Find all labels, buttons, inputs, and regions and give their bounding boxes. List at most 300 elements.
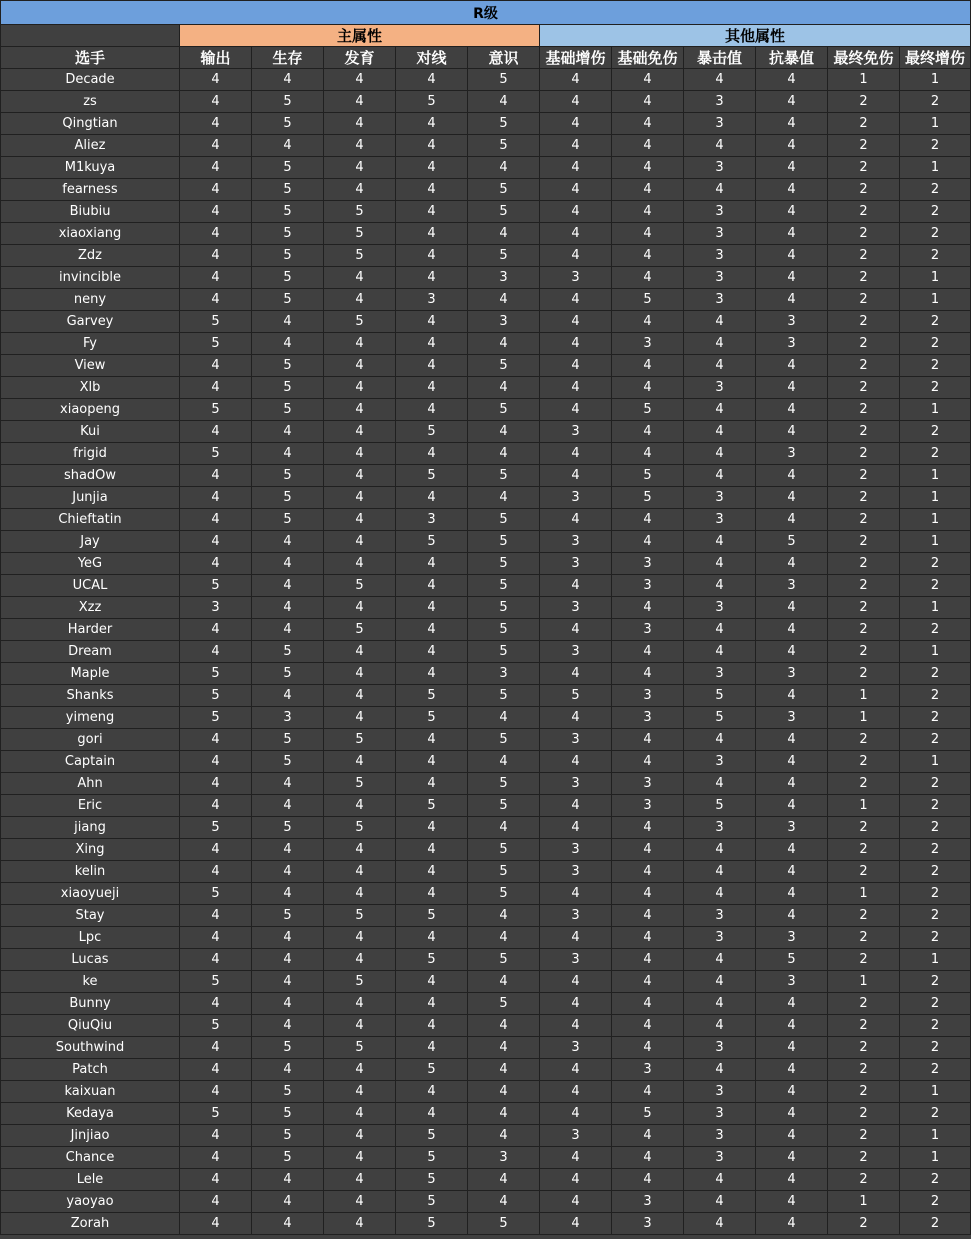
attribute-value-cell: 2 xyxy=(900,135,971,157)
attribute-value-cell: 4 xyxy=(540,223,612,245)
attribute-value-cell: 5 xyxy=(324,575,396,597)
attribute-value-cell: 4 xyxy=(756,641,828,663)
player-name-cell: shadOw xyxy=(1,465,180,487)
attribute-value-cell: 4 xyxy=(684,531,756,553)
attribute-value-cell: 4 xyxy=(540,157,612,179)
attribute-value-cell: 2 xyxy=(828,597,900,619)
attribute-value-cell: 4 xyxy=(324,113,396,135)
attribute-value-cell: 4 xyxy=(180,1125,252,1147)
attribute-value-cell: 2 xyxy=(900,575,971,597)
attribute-value-cell: 4 xyxy=(468,707,540,729)
attribute-value-cell: 4 xyxy=(612,311,684,333)
table-body xyxy=(1,69,971,1235)
table-row xyxy=(1,267,971,289)
table-row xyxy=(1,1169,971,1191)
attribute-value-cell: 2 xyxy=(900,773,971,795)
attribute-value-cell: 3 xyxy=(684,201,756,223)
attribute-value-cell: 2 xyxy=(828,1213,900,1235)
attribute-value-cell: 4 xyxy=(252,1191,324,1213)
attribute-value-cell: 4 xyxy=(468,905,540,927)
attribute-value-cell: 5 xyxy=(252,641,324,663)
attribute-value-cell: 4 xyxy=(684,135,756,157)
attribute-value-cell: 2 xyxy=(828,531,900,553)
attribute-value-cell: 4 xyxy=(468,421,540,443)
attribute-value-cell: 4 xyxy=(180,729,252,751)
attribute-value-cell: 5 xyxy=(180,707,252,729)
attribute-value-cell: 4 xyxy=(612,91,684,113)
attribute-value-cell: 2 xyxy=(900,927,971,949)
attribute-value-cell: 2 xyxy=(900,443,971,465)
attribute-value-cell: 5 xyxy=(324,619,396,641)
attribute-value-cell: 4 xyxy=(180,619,252,641)
attribute-value-cell: 4 xyxy=(180,223,252,245)
attribute-value-cell: 2 xyxy=(828,377,900,399)
attribute-value-cell: 4 xyxy=(540,1147,612,1169)
player-name-cell: Harder xyxy=(1,619,180,641)
player-name-cell: Patch xyxy=(1,1059,180,1081)
attribute-value-cell: 5 xyxy=(396,91,468,113)
attribute-value-cell: 3 xyxy=(756,311,828,333)
attribute-value-cell: 4 xyxy=(180,465,252,487)
attribute-value-cell: 2 xyxy=(828,355,900,377)
attribute-value-cell: 4 xyxy=(180,245,252,267)
attribute-value-cell: 4 xyxy=(180,135,252,157)
attribute-value-cell: 4 xyxy=(324,861,396,883)
attribute-value-cell: 4 xyxy=(396,355,468,377)
attribute-value-cell: 4 xyxy=(396,575,468,597)
attribute-value-cell: 4 xyxy=(756,1125,828,1147)
attribute-value-cell: 4 xyxy=(756,553,828,575)
attribute-value-cell: 5 xyxy=(252,509,324,531)
table-row xyxy=(1,575,971,597)
attribute-value-cell: 4 xyxy=(324,993,396,1015)
attribute-value-cell: 4 xyxy=(540,1103,612,1125)
attribute-value-cell: 4 xyxy=(468,751,540,773)
attribute-value-cell: 4 xyxy=(756,619,828,641)
attribute-value-cell: 4 xyxy=(756,245,828,267)
attribute-value-cell: 5 xyxy=(540,685,612,707)
attribute-value-cell: 4 xyxy=(180,773,252,795)
attribute-value-cell: 4 xyxy=(324,663,396,685)
attribute-value-cell: 4 xyxy=(756,729,828,751)
attribute-value-cell: 4 xyxy=(540,245,612,267)
attribute-value-cell: 4 xyxy=(756,1081,828,1103)
attribute-value-cell: 4 xyxy=(612,883,684,905)
attribute-value-cell: 4 xyxy=(540,1059,612,1081)
attribute-value-cell: 4 xyxy=(252,531,324,553)
attribute-value-cell: 1 xyxy=(828,69,900,91)
attribute-value-cell: 5 xyxy=(468,509,540,531)
attribute-value-cell: 5 xyxy=(252,399,324,421)
attribute-value-cell: 4 xyxy=(324,487,396,509)
attribute-value-cell: 5 xyxy=(324,223,396,245)
attribute-value-cell: 4 xyxy=(324,641,396,663)
table-row xyxy=(1,443,971,465)
attribute-value-cell: 4 xyxy=(612,157,684,179)
attribute-value-cell: 4 xyxy=(612,179,684,201)
attribute-value-cell: 2 xyxy=(900,421,971,443)
attribute-value-cell: 4 xyxy=(324,597,396,619)
attribute-value-cell: 4 xyxy=(756,289,828,311)
attribute-value-cell: 4 xyxy=(324,355,396,377)
attribute-value-cell: 2 xyxy=(900,1213,971,1235)
player-name-cell: Xzz xyxy=(1,597,180,619)
attribute-value-cell: 4 xyxy=(540,179,612,201)
player-name-cell: Kui xyxy=(1,421,180,443)
column-header-player: 选手 xyxy=(1,47,180,69)
attribute-value-cell: 2 xyxy=(900,905,971,927)
attribute-value-cell: 4 xyxy=(684,69,756,91)
attribute-value-cell: 5 xyxy=(180,1015,252,1037)
table-row xyxy=(1,69,971,91)
attribute-value-cell: 1 xyxy=(900,157,971,179)
attribute-value-cell: 4 xyxy=(684,883,756,905)
attribute-value-cell: 4 xyxy=(756,223,828,245)
attribute-value-cell: 5 xyxy=(756,949,828,971)
attribute-value-cell: 2 xyxy=(900,1103,971,1125)
attribute-value-cell: 4 xyxy=(612,443,684,465)
table-row xyxy=(1,377,971,399)
attribute-value-cell: 4 xyxy=(252,597,324,619)
attribute-value-cell: 5 xyxy=(612,1103,684,1125)
attribute-value-cell: 5 xyxy=(468,597,540,619)
attribute-value-cell: 4 xyxy=(396,487,468,509)
table-row xyxy=(1,685,971,707)
attribute-value-cell: 3 xyxy=(252,707,324,729)
attribute-value-cell: 5 xyxy=(612,399,684,421)
attribute-value-cell: 4 xyxy=(756,69,828,91)
attribute-value-cell: 3 xyxy=(540,553,612,575)
column-header: 最终免伤 xyxy=(828,47,900,69)
attribute-value-cell: 1 xyxy=(900,1081,971,1103)
attribute-value-cell: 4 xyxy=(684,971,756,993)
attribute-value-cell: 3 xyxy=(612,619,684,641)
attribute-value-cell: 4 xyxy=(756,685,828,707)
attribute-value-cell: 4 xyxy=(180,487,252,509)
attribute-value-cell: 2 xyxy=(900,355,971,377)
attribute-value-cell: 5 xyxy=(252,905,324,927)
attribute-value-cell: 4 xyxy=(180,839,252,861)
attribute-value-cell: 2 xyxy=(828,773,900,795)
attribute-value-cell: 4 xyxy=(396,883,468,905)
attribute-value-cell: 5 xyxy=(468,575,540,597)
column-header: 暴击值 xyxy=(684,47,756,69)
attribute-value-cell: 5 xyxy=(468,729,540,751)
attribute-value-cell: 5 xyxy=(252,201,324,223)
attribute-value-cell: 4 xyxy=(540,1015,612,1037)
attribute-value-cell: 4 xyxy=(468,1125,540,1147)
attribute-value-cell: 4 xyxy=(252,333,324,355)
attribute-value-cell: 4 xyxy=(468,333,540,355)
attribute-value-cell: 4 xyxy=(612,201,684,223)
attribute-value-cell: 4 xyxy=(756,773,828,795)
player-name-cell: Decade xyxy=(1,69,180,91)
attribute-value-cell: 4 xyxy=(612,927,684,949)
attribute-value-cell: 5 xyxy=(396,1213,468,1235)
attribute-value-cell: 4 xyxy=(540,751,612,773)
attribute-value-cell: 4 xyxy=(324,91,396,113)
attribute-value-cell: 4 xyxy=(180,1191,252,1213)
player-name-cell: Dream xyxy=(1,641,180,663)
attribute-value-cell: 2 xyxy=(900,795,971,817)
attribute-value-cell: 2 xyxy=(828,201,900,223)
attribute-value-cell: 5 xyxy=(180,971,252,993)
attribute-value-cell: 5 xyxy=(324,971,396,993)
attribute-value-cell: 2 xyxy=(828,729,900,751)
attribute-value-cell: 4 xyxy=(180,531,252,553)
attribute-value-cell: 2 xyxy=(900,971,971,993)
attribute-value-cell: 2 xyxy=(900,1191,971,1213)
table-row xyxy=(1,773,971,795)
attribute-value-cell: 2 xyxy=(828,267,900,289)
player-name-cell: Jay xyxy=(1,531,180,553)
attribute-value-cell: 4 xyxy=(468,1015,540,1037)
attribute-value-cell: 2 xyxy=(900,619,971,641)
attribute-value-cell: 4 xyxy=(468,91,540,113)
attribute-value-cell: 4 xyxy=(468,157,540,179)
attribute-value-cell: 5 xyxy=(252,1147,324,1169)
attribute-value-cell: 3 xyxy=(756,443,828,465)
attribute-value-cell: 4 xyxy=(612,817,684,839)
attribute-value-cell: 4 xyxy=(684,465,756,487)
attribute-value-cell: 3 xyxy=(684,157,756,179)
attribute-value-cell: 5 xyxy=(468,993,540,1015)
attribute-value-cell: 4 xyxy=(180,355,252,377)
attribute-value-cell: 4 xyxy=(540,1081,612,1103)
attribute-value-cell: 3 xyxy=(540,861,612,883)
attribute-value-cell: 3 xyxy=(684,289,756,311)
column-header: 生存 xyxy=(252,47,324,69)
attribute-value-cell: 3 xyxy=(684,267,756,289)
attribute-value-cell: 2 xyxy=(900,201,971,223)
attribute-value-cell: 4 xyxy=(396,861,468,883)
attribute-value-cell: 2 xyxy=(900,377,971,399)
attribute-value-cell: 4 xyxy=(612,1037,684,1059)
player-name-cell: Eric xyxy=(1,795,180,817)
column-header: 基础增伤 xyxy=(540,47,612,69)
attribute-value-cell: 2 xyxy=(900,1169,971,1191)
player-name-cell: Zdz xyxy=(1,245,180,267)
attribute-value-cell: 4 xyxy=(540,113,612,135)
attribute-value-cell: 5 xyxy=(252,377,324,399)
attribute-value-cell: 2 xyxy=(900,685,971,707)
attribute-value-cell: 4 xyxy=(324,685,396,707)
attribute-value-cell: 4 xyxy=(756,795,828,817)
attribute-value-cell: 4 xyxy=(324,1125,396,1147)
attribute-value-cell: 4 xyxy=(324,1103,396,1125)
table-row xyxy=(1,487,971,509)
attribute-value-cell: 2 xyxy=(828,1059,900,1081)
attribute-value-cell: 4 xyxy=(396,311,468,333)
attribute-value-cell: 4 xyxy=(396,245,468,267)
attribute-value-cell: 4 xyxy=(252,1169,324,1191)
attribute-value-cell: 5 xyxy=(324,729,396,751)
attribute-value-cell: 4 xyxy=(756,1191,828,1213)
attribute-value-cell: 5 xyxy=(468,135,540,157)
table-row xyxy=(1,1103,971,1125)
attribute-value-cell: 2 xyxy=(900,91,971,113)
attribute-value-cell: 4 xyxy=(756,355,828,377)
attribute-value-cell: 2 xyxy=(900,839,971,861)
attribute-value-cell: 5 xyxy=(324,1037,396,1059)
attribute-value-cell: 4 xyxy=(756,1059,828,1081)
attribute-value-cell: 4 xyxy=(396,1081,468,1103)
attribute-value-cell: 3 xyxy=(180,597,252,619)
attribute-value-cell: 4 xyxy=(756,377,828,399)
attribute-value-cell: 5 xyxy=(756,531,828,553)
attribute-value-cell: 1 xyxy=(828,971,900,993)
attribute-value-cell: 4 xyxy=(252,1015,324,1037)
player-name-cell: ke xyxy=(1,971,180,993)
attribute-value-cell: 2 xyxy=(900,729,971,751)
attribute-value-cell: 4 xyxy=(756,509,828,531)
table-row xyxy=(1,531,971,553)
attribute-value-cell: 1 xyxy=(828,795,900,817)
player-name-cell: Xlb xyxy=(1,377,180,399)
attribute-value-cell: 3 xyxy=(612,575,684,597)
attribute-value-cell: 2 xyxy=(828,839,900,861)
attribute-value-cell: 4 xyxy=(180,993,252,1015)
attribute-value-cell: 4 xyxy=(612,1169,684,1191)
attribute-value-cell: 2 xyxy=(900,861,971,883)
attribute-value-cell: 4 xyxy=(612,69,684,91)
attribute-value-cell: 5 xyxy=(180,399,252,421)
attribute-value-cell: 4 xyxy=(252,1059,324,1081)
attribute-value-cell: 4 xyxy=(324,333,396,355)
attribute-value-cell: 4 xyxy=(396,641,468,663)
player-name-cell: Lele xyxy=(1,1169,180,1191)
attribute-value-cell: 3 xyxy=(468,311,540,333)
attribute-value-cell: 3 xyxy=(540,839,612,861)
attribute-value-cell: 4 xyxy=(252,135,324,157)
attribute-value-cell: 5 xyxy=(396,949,468,971)
attribute-value-cell: 4 xyxy=(324,1059,396,1081)
player-name-cell: Qingtian xyxy=(1,113,180,135)
attribute-value-cell: 3 xyxy=(684,663,756,685)
attribute-value-cell: 5 xyxy=(180,575,252,597)
player-name-cell: xiaoxiang xyxy=(1,223,180,245)
attribute-value-cell: 2 xyxy=(828,619,900,641)
attribute-value-cell: 4 xyxy=(180,179,252,201)
attribute-value-cell: 4 xyxy=(756,157,828,179)
attribute-value-cell: 2 xyxy=(828,135,900,157)
player-name-cell: View xyxy=(1,355,180,377)
attribute-value-cell: 4 xyxy=(252,1213,324,1235)
attribute-value-cell: 4 xyxy=(540,1213,612,1235)
table-row xyxy=(1,91,971,113)
attribute-value-cell: 5 xyxy=(252,179,324,201)
attribute-value-cell: 4 xyxy=(324,1081,396,1103)
table-row xyxy=(1,707,971,729)
attribute-value-cell: 4 xyxy=(468,1191,540,1213)
attribute-value-cell: 5 xyxy=(396,1191,468,1213)
attribute-value-cell: 4 xyxy=(612,1081,684,1103)
attribute-value-cell: 5 xyxy=(684,795,756,817)
attribute-value-cell: 4 xyxy=(324,179,396,201)
attribute-value-cell: 4 xyxy=(468,1037,540,1059)
attribute-value-cell: 1 xyxy=(900,69,971,91)
attribute-value-cell: 5 xyxy=(468,861,540,883)
attribute-value-cell: 4 xyxy=(468,443,540,465)
table-row xyxy=(1,333,971,355)
attribute-value-cell: 2 xyxy=(828,553,900,575)
table-row xyxy=(1,509,971,531)
attribute-value-cell: 5 xyxy=(324,773,396,795)
attribute-value-cell: 4 xyxy=(540,399,612,421)
attribute-value-cell: 5 xyxy=(252,91,324,113)
attribute-value-cell: 4 xyxy=(468,223,540,245)
attribute-value-cell: 2 xyxy=(828,113,900,135)
attribute-value-cell: 4 xyxy=(468,817,540,839)
attribute-value-cell: 4 xyxy=(684,619,756,641)
attribute-value-cell: 4 xyxy=(684,773,756,795)
attribute-value-cell: 5 xyxy=(396,685,468,707)
attribute-value-cell: 4 xyxy=(396,223,468,245)
player-name-cell: Shanks xyxy=(1,685,180,707)
table-row xyxy=(1,993,971,1015)
attribute-value-cell: 1 xyxy=(828,1191,900,1213)
attribute-value-cell: 4 xyxy=(756,1103,828,1125)
attribute-value-cell: 4 xyxy=(540,465,612,487)
attribute-value-cell: 5 xyxy=(468,201,540,223)
attribute-value-cell: 4 xyxy=(612,949,684,971)
attribute-value-cell: 1 xyxy=(828,883,900,905)
attribute-value-cell: 2 xyxy=(828,333,900,355)
attribute-value-cell: 4 xyxy=(756,135,828,157)
attribute-value-cell: 4 xyxy=(396,839,468,861)
attribute-value-cell: 5 xyxy=(252,487,324,509)
attribute-value-cell: 2 xyxy=(828,311,900,333)
attribute-value-cell: 4 xyxy=(252,949,324,971)
attribute-value-cell: 2 xyxy=(900,553,971,575)
attribute-value-cell: 3 xyxy=(684,91,756,113)
player-name-cell: Southwind xyxy=(1,1037,180,1059)
attribute-value-cell: 2 xyxy=(828,487,900,509)
attribute-value-cell: 4 xyxy=(540,333,612,355)
attribute-value-cell: 2 xyxy=(828,1103,900,1125)
attribute-value-cell: 5 xyxy=(324,201,396,223)
attribute-value-cell: 3 xyxy=(540,487,612,509)
player-name-cell: fearness xyxy=(1,179,180,201)
attribute-value-cell: 4 xyxy=(684,1059,756,1081)
attribute-value-cell: 3 xyxy=(684,1147,756,1169)
attribute-value-cell: 4 xyxy=(252,575,324,597)
attribute-value-cell: 2 xyxy=(828,509,900,531)
attribute-value-cell: 1 xyxy=(828,707,900,729)
attribute-value-cell: 3 xyxy=(684,817,756,839)
attribute-value-cell: 3 xyxy=(756,817,828,839)
attribute-value-cell: 4 xyxy=(756,487,828,509)
attribute-value-cell: 3 xyxy=(684,905,756,927)
attribute-value-cell: 4 xyxy=(396,751,468,773)
attribute-value-cell: 2 xyxy=(828,223,900,245)
table-row xyxy=(1,179,971,201)
attribute-value-cell: 5 xyxy=(252,663,324,685)
attribute-value-cell: 4 xyxy=(324,399,396,421)
attribute-value-cell: 3 xyxy=(684,245,756,267)
attribute-value-cell: 4 xyxy=(324,1191,396,1213)
attribute-value-cell: 2 xyxy=(828,1037,900,1059)
attribute-value-cell: 4 xyxy=(684,421,756,443)
attribute-value-cell: 4 xyxy=(540,355,612,377)
attribute-value-cell: 4 xyxy=(756,1213,828,1235)
attribute-value-cell: 4 xyxy=(756,751,828,773)
attribute-value-cell: 4 xyxy=(540,289,612,311)
attribute-value-cell: 2 xyxy=(900,707,971,729)
attribute-value-cell: 2 xyxy=(828,641,900,663)
table-row xyxy=(1,1191,971,1213)
attribute-value-cell: 4 xyxy=(756,993,828,1015)
